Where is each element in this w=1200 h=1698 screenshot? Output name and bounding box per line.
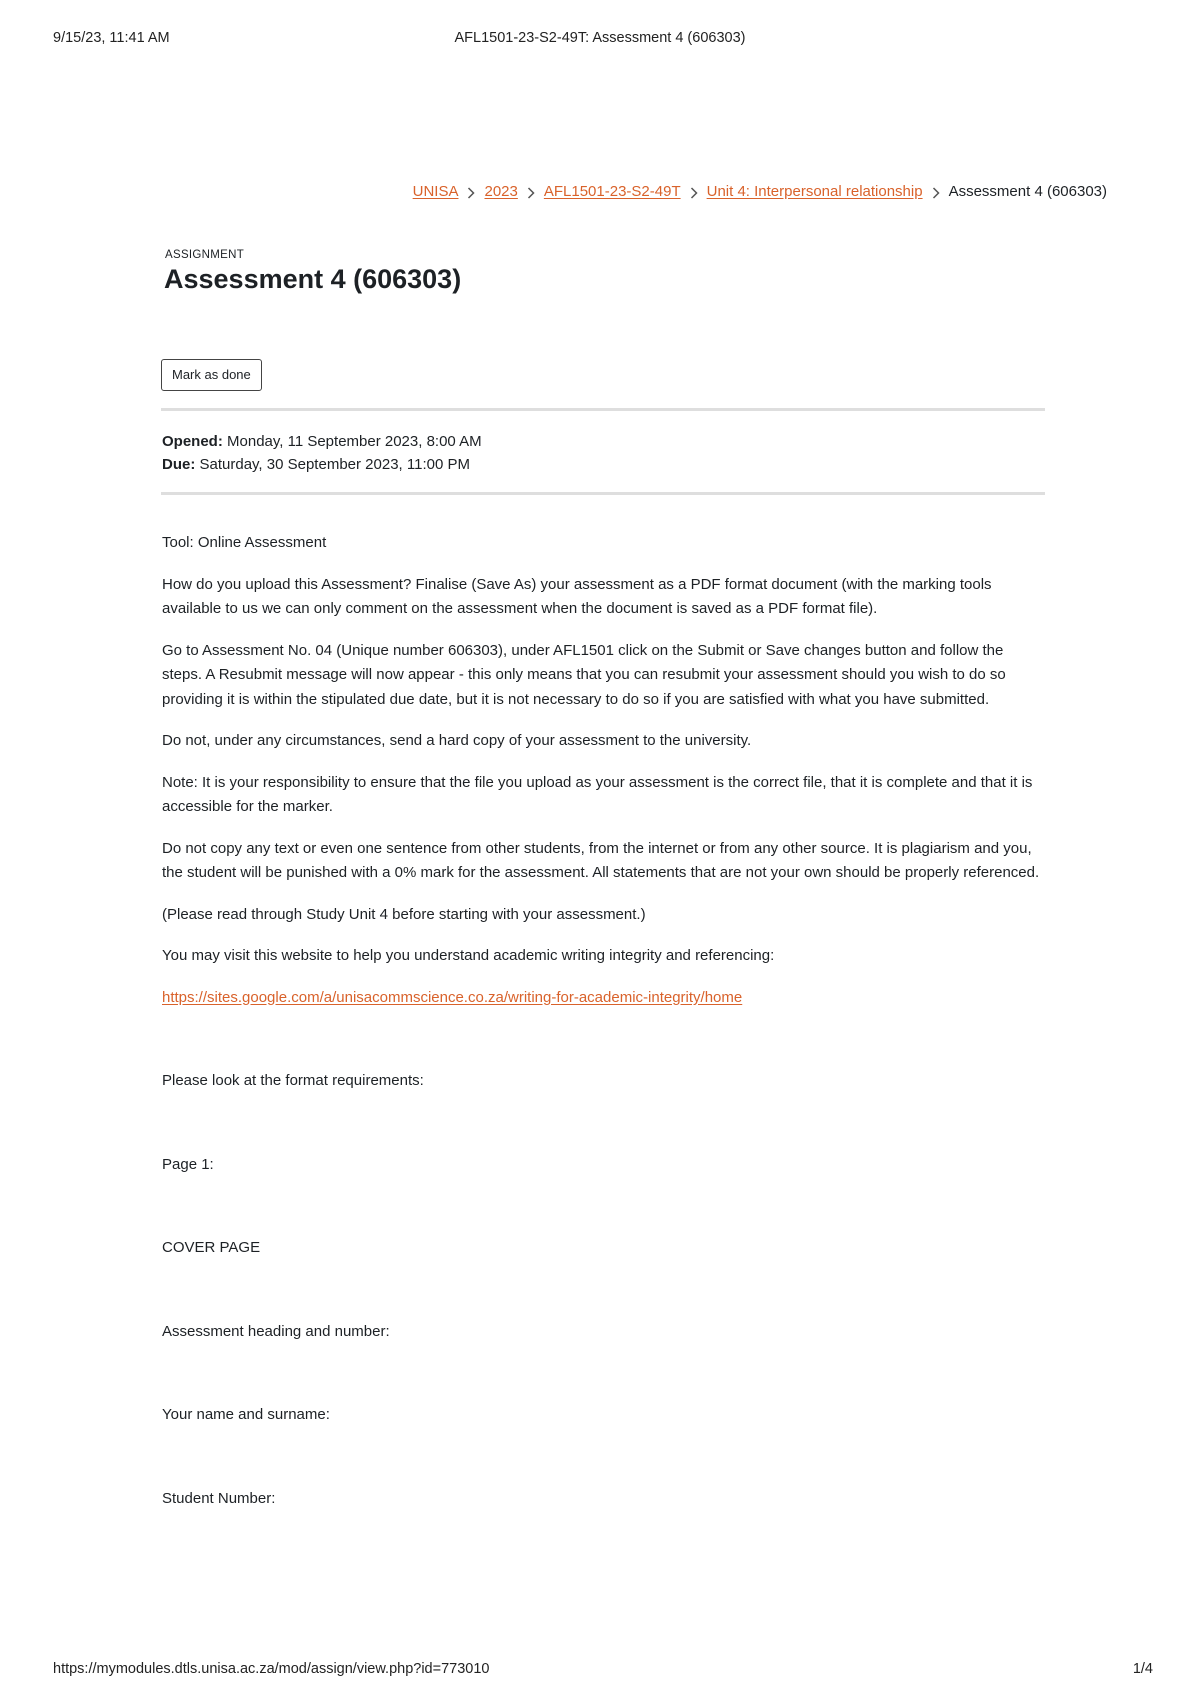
divider xyxy=(161,408,1045,411)
print-header xyxy=(0,30,1200,52)
tool-text: Tool: Online Assessment xyxy=(162,534,327,551)
responsibility-note: Note: It is your responsibility to ensure that the file you upload as your assessment is the correct file, that it is complete and that it is accessible for the marker. xyxy=(162,773,1033,815)
activity-type-label: ASSIGNMENT xyxy=(165,249,245,261)
breadcrumb-current: Assessment 4 (606303) xyxy=(948,183,1107,200)
name-surname-label: Your name and surname: xyxy=(162,1406,330,1423)
due-date xyxy=(162,453,482,476)
submit-instructions: Go to Assessment No. 04 (Unique number 606303), under AFL1501 click on the Submit or Save changes button and follow the steps. A Resubmit message will now appear - this only means that you can resubmit your assessment should you wish to do so providing it is within the stipulated due date, but it is not necessary to do so if you are satisfied with what you have submitted. xyxy=(162,641,1006,708)
opened-value: Monday, 11 September 2023, 8:00 AM xyxy=(222,433,482,450)
assessment-heading-label: Assessment heading and number: xyxy=(162,1322,390,1340)
activity-dates xyxy=(162,430,482,476)
print-datetime: 9/15/23, 11:41 AM xyxy=(53,30,170,46)
print-url: https://mymodules.dtls.unisa.ac.za/mod/assign/view.php?id=773010 xyxy=(53,1661,490,1677)
mark-as-done-button[interactable]: Mark as done xyxy=(161,359,262,391)
page-title: Assessment 4 (606303) xyxy=(164,264,462,294)
due-label: Due: xyxy=(162,456,196,473)
plagiarism-warning: Do not copy any text or even one sentence from other students, from the internet or from any other source. It is plagiarism and you, the student will be punished with a 0% mark for the assessment. All statements that are not your own should be properly referenced. xyxy=(162,839,1040,881)
breadcrumb-item-unisa[interactable]: UNISA xyxy=(412,183,459,200)
breadcrumb-item-unit[interactable]: Unit 4: Interpersonal relationship xyxy=(706,183,923,200)
divider xyxy=(161,492,1045,495)
hardcopy-warning: Do not, under any circumstances, send a hard copy of your assessment to the university. xyxy=(162,732,752,749)
cover-page-label: COVER PAGE xyxy=(162,1239,261,1256)
breadcrumb-item-course[interactable]: AFL1501-23-S2-49T xyxy=(543,183,681,200)
academic-integrity-link[interactable]: https://sites.google.com/a/unisacommscience.co.za/writing-for-academic-integrity/home xyxy=(162,988,743,1006)
chevron-right-icon xyxy=(923,184,949,199)
page-one-label: Page 1: xyxy=(162,1155,214,1173)
print-page-title: AFL1501-23-S2-49T: Assessment 4 (606303) xyxy=(454,30,746,46)
assignment-description xyxy=(162,531,1047,1528)
upload-instructions: How do you upload this Assessment? Finalise (Save As) your assessment as a PDF format document (with the marking tools available to us we can only comment on the assessment when the document is saved as a PDF format file). xyxy=(162,575,992,617)
opened-date xyxy=(162,430,482,453)
due-value: Saturday, 30 September 2023, 11:00 PM xyxy=(195,456,470,473)
breadcrumb xyxy=(413,183,1107,200)
chevron-right-icon xyxy=(518,184,544,199)
print-page-number: 1/4 xyxy=(1132,1661,1153,1677)
website-intro: You may visit this website to help you understand academic writing integrity and referencing: xyxy=(162,947,775,964)
student-number-label: Student Number: xyxy=(162,1489,276,1507)
study-unit-note: (Please read through Study Unit 4 before starting with your assessment.) xyxy=(162,905,646,923)
chevron-right-icon xyxy=(681,184,707,199)
format-requirements-heading: Please look at the format requirements: xyxy=(162,1072,424,1089)
opened-label: Opened: xyxy=(162,433,223,450)
chevron-right-icon xyxy=(458,184,484,199)
breadcrumb-item-year[interactable]: 2023 xyxy=(484,183,518,200)
